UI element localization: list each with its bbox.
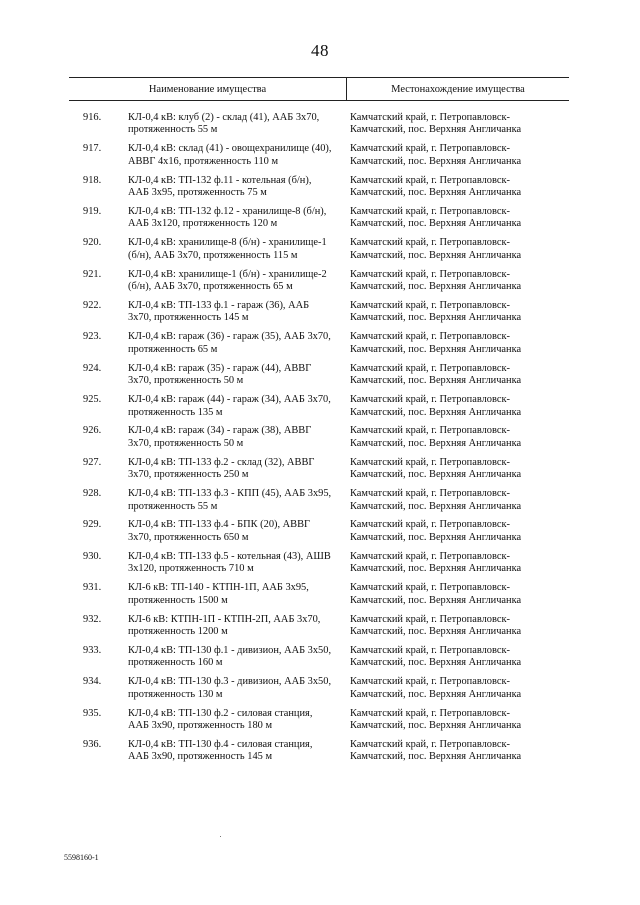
table-row xyxy=(69,645,569,676)
row-number: 931. xyxy=(83,582,102,594)
property-name xyxy=(115,676,341,707)
table-row xyxy=(69,206,569,237)
property-location-line: Камчатский, пос. Верхняя Англичанка xyxy=(350,500,522,512)
property-name-line: КЛ-0,4 кВ: ТП-130 ф.4 - силовая станция, xyxy=(128,738,313,750)
property-location-line: Камчатский край, г. Петропавловск- xyxy=(350,676,510,688)
scan-speck xyxy=(220,836,221,837)
row-number: 935. xyxy=(83,707,102,719)
property-location-line: Камчатский, пос. Верхняя Англичанка xyxy=(350,218,522,230)
property-location-line: Камчатский, пос. Верхняя Англичанка xyxy=(350,625,522,637)
property-name xyxy=(115,708,341,739)
property-name-line: протяженность 135 м xyxy=(128,406,223,418)
property-name-line: протяженность 55 м xyxy=(128,500,218,512)
property-location xyxy=(341,394,569,425)
property-name xyxy=(115,175,341,206)
property-name xyxy=(115,112,341,143)
table-row xyxy=(69,331,569,362)
property-location-line: Камчатский, пос. Верхняя Англичанка xyxy=(350,343,522,355)
table-row xyxy=(69,582,569,613)
property-location-line: Камчатский край, г. Петропавловск- xyxy=(350,362,510,374)
row-number: 928. xyxy=(83,488,102,500)
property-location-line: Камчатский, пос. Верхняя Англичанка xyxy=(350,688,522,700)
property-name-line: протяженность 65 м xyxy=(128,343,218,355)
property-name-line: 3х70, протяженность 50 м xyxy=(128,375,244,387)
property-table xyxy=(69,77,569,763)
property-location xyxy=(341,206,569,237)
property-location xyxy=(341,269,569,300)
property-location xyxy=(341,175,569,206)
property-location xyxy=(341,425,569,456)
property-name-line: протяженность 130 м xyxy=(128,688,223,700)
property-name-line: (б/н), ААБ 3х70, протяженность 115 м xyxy=(128,249,298,261)
property-location xyxy=(341,551,569,582)
property-name xyxy=(115,582,341,613)
table-header xyxy=(69,77,569,101)
table-row xyxy=(69,519,569,550)
row-number: 930. xyxy=(83,550,102,562)
property-name xyxy=(115,551,341,582)
property-location-line: Камчатский край, г. Петропавловск- xyxy=(350,550,510,562)
property-name-line: КЛ-0,4 кВ: гараж (36) - гараж (35), ААБ 3х70, xyxy=(128,331,331,343)
property-name-line: 3х120, протяженность 710 м xyxy=(128,563,254,575)
row-number: 918. xyxy=(83,174,102,186)
property-location-line: Камчатский край, г. Петропавловск- xyxy=(350,300,510,312)
property-location xyxy=(341,488,569,519)
property-name-line: КЛ-0,4 кВ: ТП-133 ф.1 - гараж (36), ААБ xyxy=(128,300,310,312)
row-number: 936. xyxy=(83,738,102,750)
property-name xyxy=(115,394,341,425)
row-number: 924. xyxy=(83,362,102,374)
property-location-line: Камчатский край, г. Петропавловск- xyxy=(350,644,510,656)
property-name-line: протяженность 1500 м xyxy=(128,594,228,606)
table-row xyxy=(69,676,569,707)
table-row xyxy=(69,363,569,394)
property-location-line: Камчатский, пос. Верхняя Англичанка xyxy=(350,187,522,199)
table-row xyxy=(69,739,569,770)
property-name-line: КЛ-0,4 кВ: ТП-133 ф.2 - склад (32), АВВГ xyxy=(128,456,315,468)
property-name-line: КЛ-0,4 кВ: клуб (2) - склад (41), ААБ 3х70, xyxy=(128,112,320,123)
property-name xyxy=(115,645,341,676)
property-location-line: Камчатский, пос. Верхняя Англичанка xyxy=(350,657,522,669)
property-location-line: Камчатский край, г. Петропавловск- xyxy=(350,394,510,406)
property-location xyxy=(341,363,569,394)
property-name-line: КЛ-6 кВ: КТПН-1П - КТПН-2П, ААБ 3х70, xyxy=(128,613,321,625)
table-row xyxy=(69,237,569,268)
table-row xyxy=(69,269,569,300)
property-location xyxy=(341,582,569,613)
table-row xyxy=(69,488,569,519)
property-location-line: Камчатский, пос. Верхняя Англичанка xyxy=(350,155,522,167)
table-row xyxy=(69,551,569,582)
table-row xyxy=(69,394,569,425)
row-number: 916. xyxy=(83,112,102,123)
header-name-column: Наименование имущества xyxy=(69,78,347,100)
row-number: 921. xyxy=(83,268,102,280)
property-name-line: КЛ-0,4 кВ: ТП-132 ф.11 - котельная (б/н), xyxy=(128,174,312,186)
property-location xyxy=(341,112,569,143)
property-location-line: Камчатский, пос. Верхняя Англичанка xyxy=(350,375,522,387)
property-location xyxy=(341,645,569,676)
property-name xyxy=(115,206,341,237)
header-location-column: Местонахождение имущества xyxy=(391,83,525,95)
property-name-line: протяженность 160 м xyxy=(128,657,223,669)
property-location-line: Камчатский край, г. Петропавловск- xyxy=(350,456,510,468)
row-number: 934. xyxy=(83,676,102,688)
property-name xyxy=(115,425,341,456)
property-name-line: КЛ-0,4 кВ: гараж (35) - гараж (44), АВВГ xyxy=(128,362,312,374)
table-row xyxy=(69,425,569,456)
property-name-line: ААБ 3х95, протяженность 75 м xyxy=(128,187,267,199)
row-number: 933. xyxy=(83,644,102,656)
property-location-line: Камчатский край, г. Петропавловск- xyxy=(350,174,510,186)
property-name-line: КЛ-0,4 кВ: ТП-133 ф.4 - БПК (20), АВВГ xyxy=(128,519,311,531)
property-location xyxy=(341,143,569,174)
row-number: 925. xyxy=(83,394,102,406)
property-name xyxy=(115,331,341,362)
property-location-line: Камчатский, пос. Верхняя Англичанка xyxy=(350,563,522,575)
table-row xyxy=(69,708,569,739)
property-location-line: Камчатский, пос. Верхняя Англичанка xyxy=(350,124,522,136)
property-name-line: протяженность 55 м xyxy=(128,124,218,136)
property-location xyxy=(341,457,569,488)
property-location-line: Камчатский, пос. Верхняя Англичанка xyxy=(350,719,522,731)
property-name-line: КЛ-0,4 кВ: ТП-130 ф.2 - силовая станция, xyxy=(128,707,313,719)
property-location-line: Камчатский край, г. Петропавловск- xyxy=(350,488,510,500)
page-number: 48 xyxy=(311,41,329,60)
property-location-line: Камчатский, пос. Верхняя Англичанка xyxy=(350,469,522,481)
property-location xyxy=(341,519,569,550)
property-location-line: Камчатский край, г. Петропавловск- xyxy=(350,707,510,719)
property-name xyxy=(115,739,341,770)
property-name-line: (б/н), ААБ 3х70, протяженность 65 м xyxy=(128,281,293,293)
table-row xyxy=(69,300,569,331)
property-name-line: КЛ-0,4 кВ: ТП-133 ф.3 - КПП (45), ААБ 3х95, xyxy=(128,488,332,500)
property-location-line: Камчатский край, г. Петропавловск- xyxy=(350,738,510,750)
property-name-line: КЛ-0,4 кВ: гараж (34) - гараж (38), АВВГ xyxy=(128,425,312,437)
property-location-line: Камчатский край, г. Петропавловск- xyxy=(350,237,510,249)
property-name-line: ААБ 3х90, протяженность 180 м xyxy=(128,719,273,731)
table-row xyxy=(69,614,569,645)
property-location-line: Камчатский край, г. Петропавловск- xyxy=(350,582,510,594)
property-location-line: Камчатский, пос. Верхняя Англичанка xyxy=(350,406,522,418)
property-location xyxy=(341,237,569,268)
property-location xyxy=(341,676,569,707)
property-name-line: КЛ-0,4 кВ: ТП-133 ф.5 - котельная (43), АШВ xyxy=(128,550,331,562)
table-body xyxy=(69,112,569,770)
property-name xyxy=(115,300,341,331)
row-number: 917. xyxy=(83,143,102,155)
table-row xyxy=(69,143,569,174)
property-name-line: протяженность 1200 м xyxy=(128,625,228,637)
property-name-line: КЛ-0,4 кВ: ТП-130 ф.1 - дивизион, ААБ 3х50, xyxy=(128,644,332,656)
property-location xyxy=(341,739,569,770)
row-number: 919. xyxy=(83,206,102,218)
property-name-line: 3х70, протяженность 145 м xyxy=(128,312,249,324)
property-location-line: Камчатский, пос. Верхняя Англичанка xyxy=(350,437,522,449)
property-location-line: Камчатский край, г. Петропавловск- xyxy=(350,206,510,218)
row-number: 923. xyxy=(83,331,102,343)
property-location-line: Камчатский, пос. Верхняя Англичанка xyxy=(350,249,522,261)
property-name-line: АВВГ 4х16, протяженность 110 м xyxy=(128,155,279,167)
property-location-line: Камчатский, пос. Верхняя Англичанка xyxy=(350,594,522,606)
property-location xyxy=(341,300,569,331)
property-location xyxy=(341,708,569,739)
property-name-line: КЛ-0,4 кВ: гараж (44) - гараж (34), ААБ 3х70, xyxy=(128,394,331,406)
table-row xyxy=(69,112,569,143)
table-row xyxy=(69,175,569,206)
property-location-line: Камчатский, пос. Верхняя Англичанка xyxy=(350,751,522,763)
property-name-line: ААБ 3х90, протяженность 145 м xyxy=(128,751,273,763)
property-name xyxy=(115,363,341,394)
property-name xyxy=(115,237,341,268)
property-name-line: КЛ-0,4 кВ: ТП-130 ф.3 - дивизион, ААБ 3х50, xyxy=(128,676,332,688)
row-number: 920. xyxy=(83,237,102,249)
property-name-line: КЛ-0,4 кВ: ТП-132 ф.12 - хранилище-8 (б/н), xyxy=(128,206,327,218)
property-name-line: КЛ-0,4 кВ: склад (41) - овощехранилище (40), xyxy=(128,143,332,155)
property-location-line: Камчатский край, г. Петропавловск- xyxy=(350,519,510,531)
property-name-line: КЛ-0,4 кВ: хранилище-1 (б/н) - хранилище-2 xyxy=(128,268,327,280)
property-name xyxy=(115,143,341,174)
row-number: 926. xyxy=(83,425,102,437)
property-location-line: Камчатский край, г. Петропавловск- xyxy=(350,613,510,625)
table-row xyxy=(69,457,569,488)
property-location-line: Камчатский, пос. Верхняя Англичанка xyxy=(350,312,522,324)
property-name-line: КЛ-0,4 кВ: хранилище-8 (б/н) - хранилище-1 xyxy=(128,237,327,249)
property-location-line: Камчатский, пос. Верхняя Англичанка xyxy=(350,281,522,293)
property-name xyxy=(115,457,341,488)
property-location-line: Камчатский край, г. Петропавловск- xyxy=(350,268,510,280)
property-name-line: 3х70, протяженность 250 м xyxy=(128,469,249,481)
property-location-line: Камчатский край, г. Петропавловск- xyxy=(350,112,510,123)
property-name xyxy=(115,488,341,519)
row-number: 922. xyxy=(83,300,102,312)
property-location xyxy=(341,614,569,645)
property-location-line: Камчатский, пос. Верхняя Англичанка xyxy=(350,531,522,543)
property-location-line: Камчатский край, г. Петропавловск- xyxy=(350,143,510,155)
property-location xyxy=(341,331,569,362)
row-number: 927. xyxy=(83,456,102,468)
document-id: 5598160-1 xyxy=(64,853,99,862)
property-name-line: 3х70, протяженность 650 м xyxy=(128,531,249,543)
row-number: 932. xyxy=(83,613,102,625)
property-name-line: КЛ-6 кВ: ТП-140 - КТПН-1П, ААБ 3х95, xyxy=(128,582,309,594)
property-name-line: ААБ 3х120, протяженность 120 м xyxy=(128,218,278,230)
property-name xyxy=(115,614,341,645)
property-name xyxy=(115,519,341,550)
property-name-line: 3х70, протяженность 50 м xyxy=(128,437,244,449)
property-location-line: Камчатский край, г. Петропавловск- xyxy=(350,331,510,343)
property-name xyxy=(115,269,341,300)
row-number: 929. xyxy=(83,519,102,531)
property-location-line: Камчатский край, г. Петропавловск- xyxy=(350,425,510,437)
